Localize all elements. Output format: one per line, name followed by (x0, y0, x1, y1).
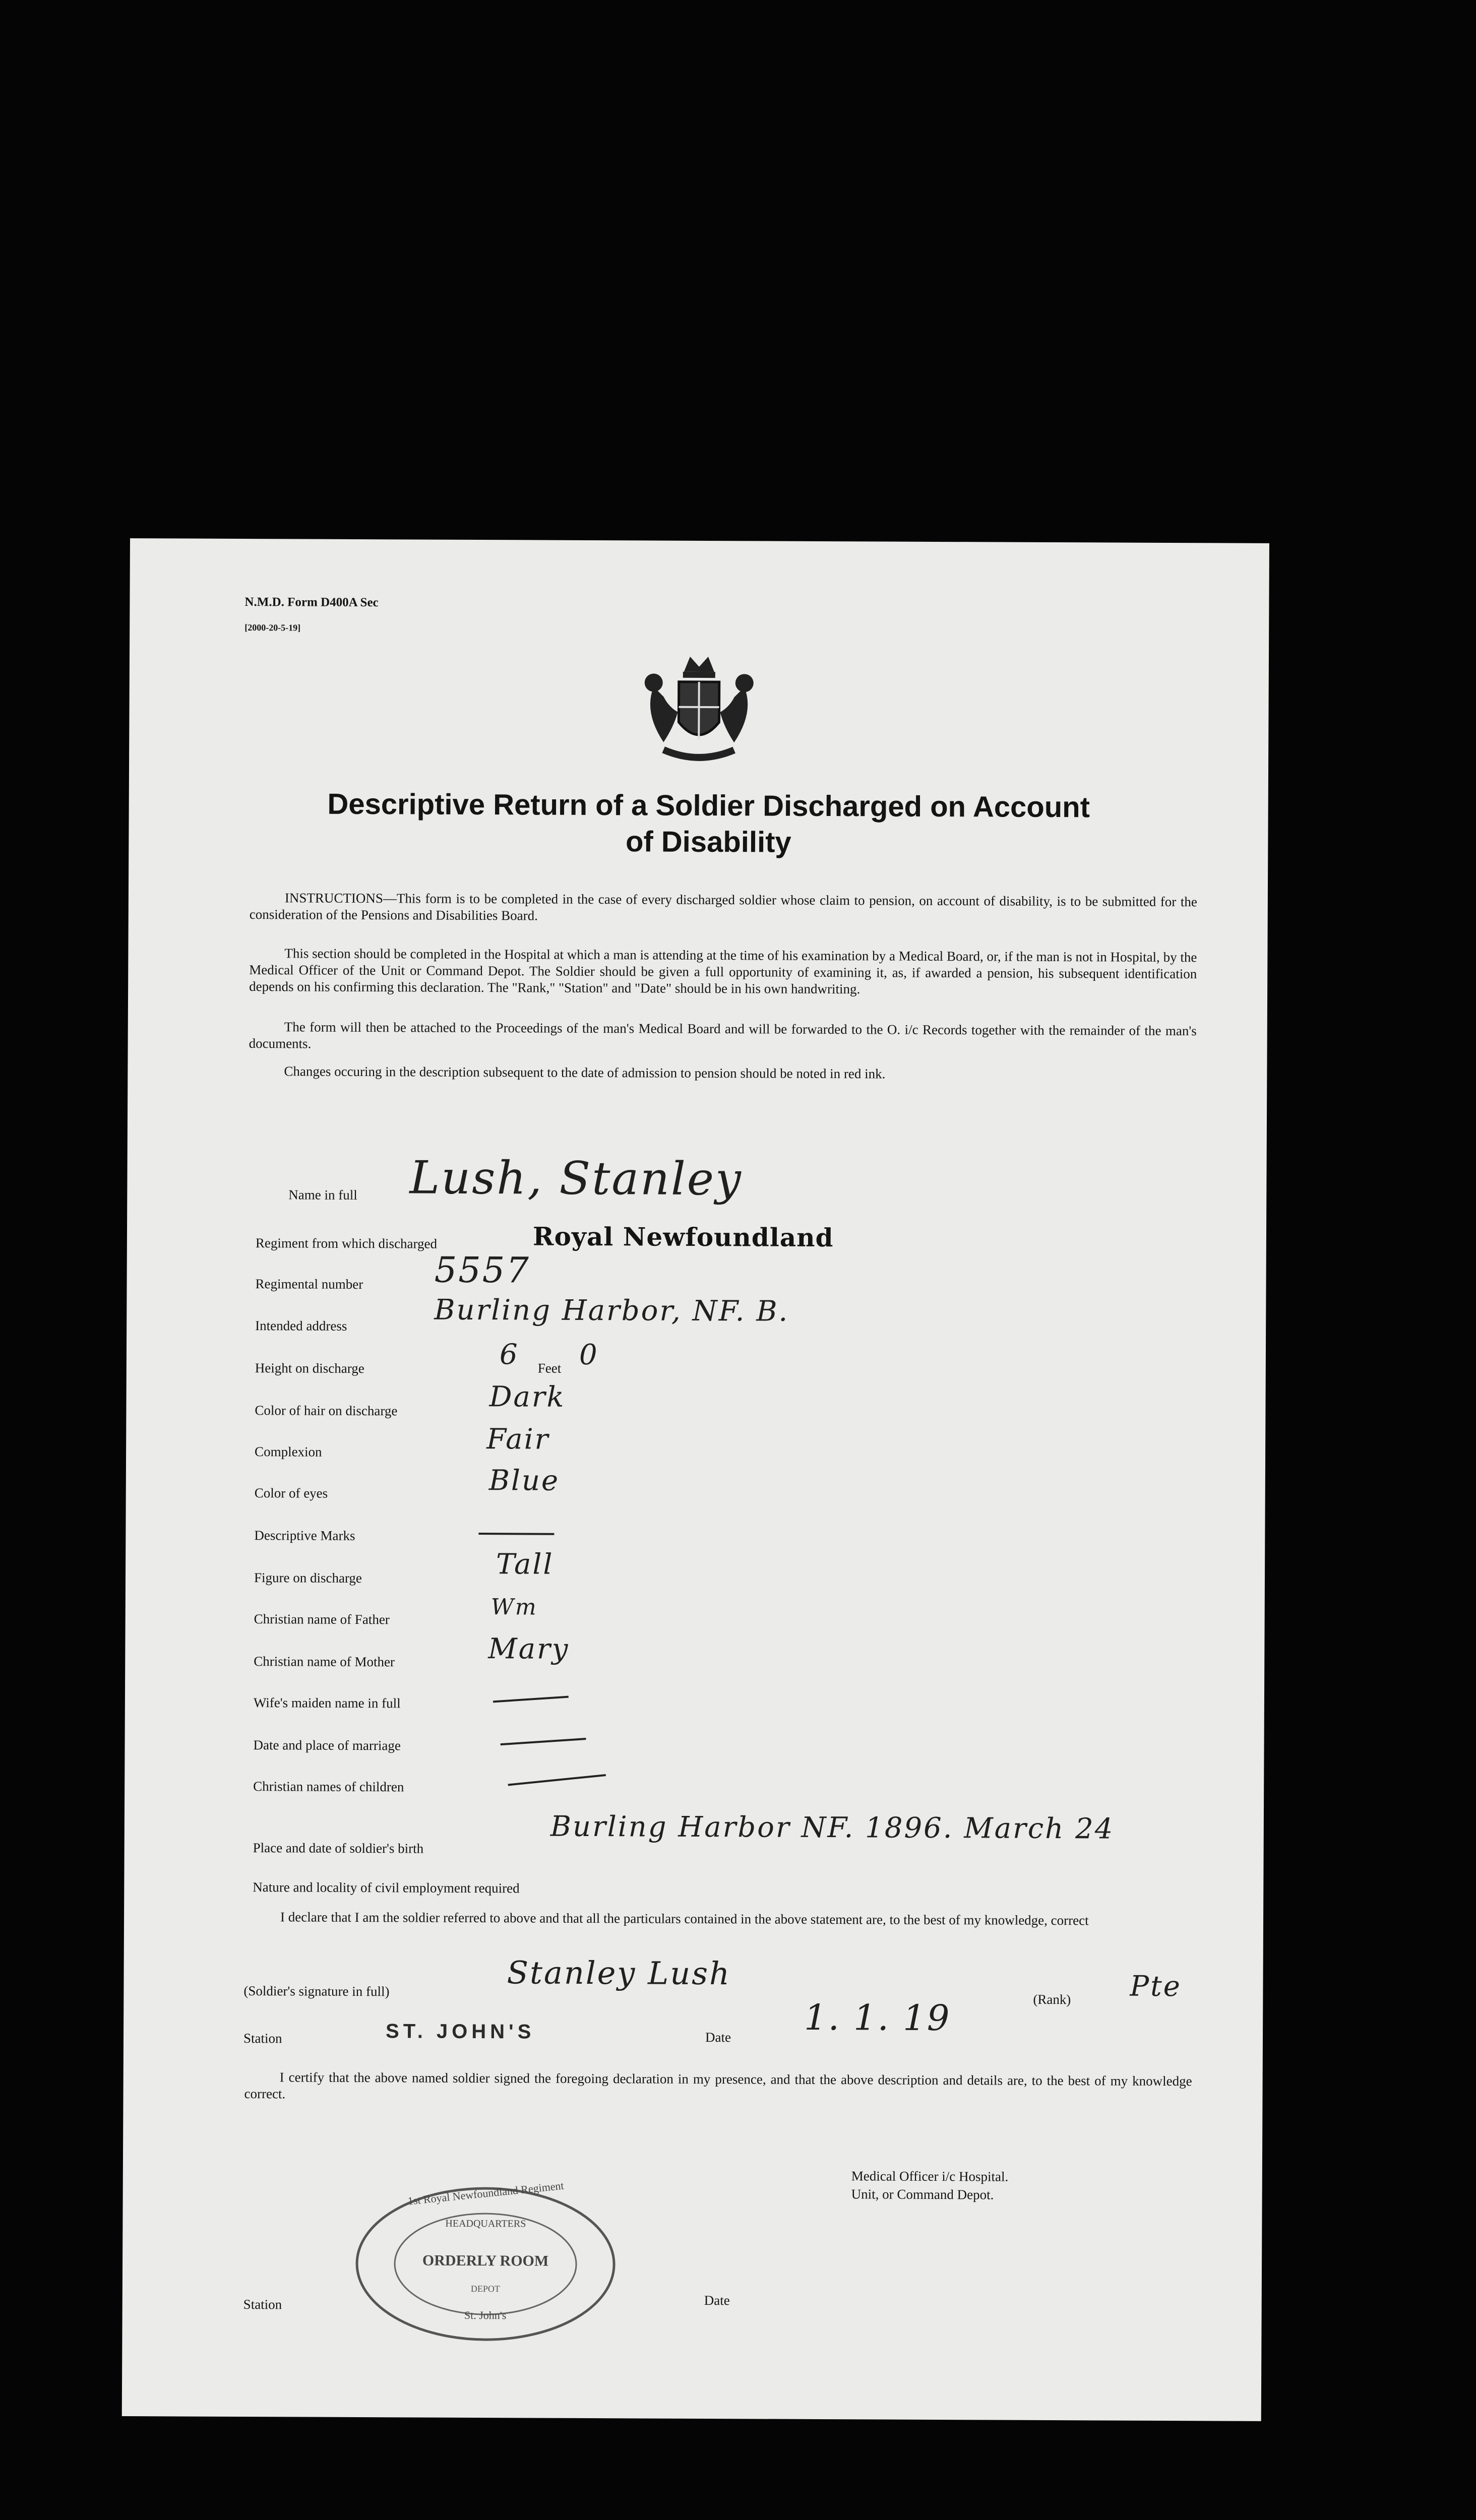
value-eye-color: Blue (488, 1464, 560, 1497)
label-hair-color: Color of hair on discharge (255, 1403, 398, 1419)
label-height: Height on discharge (255, 1360, 364, 1376)
label-feet: Feet (537, 1360, 562, 1376)
value-name: Lush, Stanley (409, 1151, 743, 1206)
value-regimental-number: 5557 (434, 1249, 531, 1291)
value-height-feet: 6 (499, 1338, 519, 1371)
instructions-paragraph: INSTRUCTIONS—This form is to be completed in the case of every discharged soldier whose claim to pension, on account of disability, is to be submitted for the consideration of the Pensions and Disabilities Board. (249, 890, 1197, 923)
discharge-form-document (122, 538, 1269, 2421)
label-marriage: Date and place of marriage (253, 1737, 401, 1753)
stamp-headquarters: HEADQUARTERS (445, 2218, 526, 2230)
value-rank: Pte (1130, 1970, 1182, 2003)
attach-note-paragraph: The form will then be attached to the Proceedings of the man's Medical Board and will be forwarded to the O. i/c Records together with the remainder of the man's documents. (249, 1019, 1197, 1051)
changes-note-paragraph: Changes occuring in the description subsequent to the date of admission to pension should be noted in red ink. (284, 1063, 886, 1082)
label-name-in-full: Name in full (288, 1187, 357, 1203)
label-intended-address: Intended address (255, 1318, 347, 1334)
stamp-depot: DEPOT (470, 2283, 500, 2294)
label-father-name: Christian name of Father (254, 1611, 390, 1627)
value-regiment: Royal Newfoundland (532, 1221, 834, 1253)
label-civil-employment: Nature and locality of civil employment required (253, 1879, 520, 1896)
label-figure: Figure on discharge (254, 1570, 362, 1586)
value-date: 1. 1. 19 (804, 1996, 951, 2039)
value-mother-name: Mary (488, 1632, 570, 1666)
stamp-city: St. John's (464, 2308, 507, 2322)
label-date: Date (705, 2030, 731, 2045)
form-code: [2000-20-5-19] (244, 622, 301, 633)
royal-coat-of-arms-icon (633, 651, 765, 768)
value-hair-color: Dark (489, 1380, 566, 1414)
form-title (229, 786, 1188, 862)
label-wife-maiden-name: Wife's maiden name in full (253, 1695, 401, 1711)
value-figure: Tall (496, 1548, 554, 1581)
label-station: Station (243, 2031, 282, 2046)
value-complexion: Fair (486, 1423, 550, 1456)
stamp-ring-text: 1st Royal Newfoundland Regiment (407, 2179, 565, 2208)
blank-wife-name (493, 1696, 569, 1703)
medical-officer-line-2: Unit, or Command Depot. (851, 2186, 994, 2202)
title-line-1: Descriptive Return of a Soldier Discharged on Account (327, 787, 1090, 824)
label-signature: (Soldier's signature in full) (243, 1983, 390, 1999)
medical-officer-line-1: Medical Officer i/c Hospital. (851, 2168, 1009, 2184)
label-station-2: Station (243, 2297, 282, 2312)
form-id: N.M.D. Form D400A Sec (244, 595, 379, 610)
value-station: ST. JOHN'S (385, 2020, 535, 2043)
value-height-inches: 0 (579, 1338, 599, 1372)
label-children: Christian names of children (253, 1779, 404, 1795)
certify-paragraph: I certify that the above named soldier signed the foregoing declaration in my presence, and that the above description and details are, to the best of my knowledge correct. (244, 2069, 1192, 2102)
blank-descriptive-marks (478, 1533, 554, 1535)
blank-marriage (501, 1738, 586, 1745)
label-birth: Place and date of soldier's birth (253, 1840, 424, 1856)
label-mother-name: Christian name of Mother (254, 1654, 395, 1670)
value-address: Burling Harbor, NF. B. (434, 1293, 789, 1328)
stamp-orderly-room: ORDERLY ROOM (422, 2252, 549, 2270)
label-regimental-number: Regimental number (255, 1276, 363, 1292)
label-complexion: Complexion (255, 1444, 322, 1460)
declaration-paragraph: I declare that I am the soldier referred to above and that all the particulars contained in the above statement are, to the best of my knowledge, correct (280, 1909, 1089, 1928)
value-birth: Burling Harbor NF. 1896. March 24 (550, 1810, 1115, 1846)
title-line-2: of Disability (625, 825, 791, 859)
label-descriptive-marks: Descriptive Marks (254, 1528, 355, 1543)
section-note-paragraph: This section should be completed in the Hospital at which a man is attending at the time of his examination by a Medical Board, or, if the man is not in Hospital, by the Medical Officer of the Unit or Command Depot. The Soldier should be given a full opportunity of examining it, as, if awarded a pension, his subsequent identification depends on his confirming this declaration. The "Rank," "Station" and "Date" should be in his own handwriting. (249, 946, 1197, 997)
label-eye-color: Color of eyes (254, 1485, 328, 1501)
blank-children (508, 1774, 606, 1786)
value-signature: Stanley Lush (507, 1954, 731, 1992)
value-father-name: Wm (490, 1594, 538, 1620)
label-rank: (Rank) (1033, 1991, 1071, 2007)
label-regiment: Regiment from which discharged (255, 1235, 438, 1251)
label-date-2: Date (704, 2293, 730, 2308)
